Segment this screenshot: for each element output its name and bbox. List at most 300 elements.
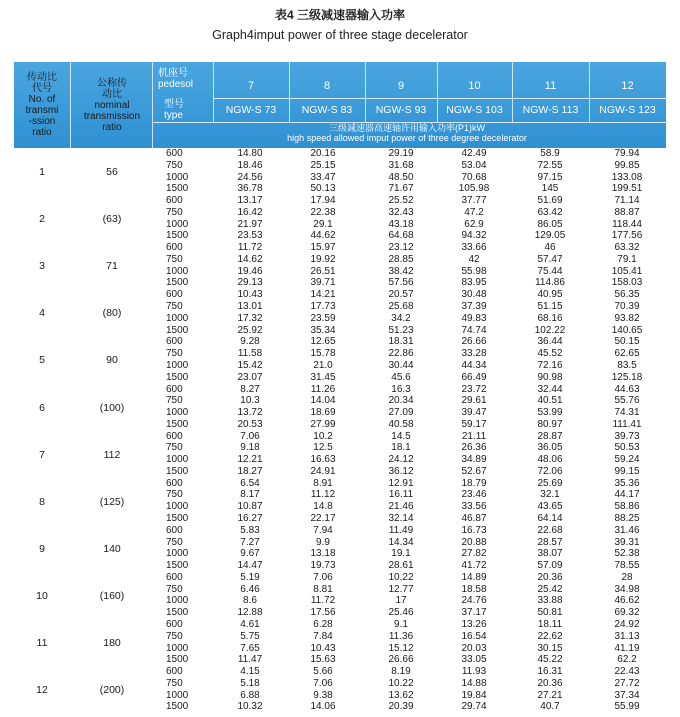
model-ngw-s-93: NGW-S 93	[375, 104, 427, 116]
power-value-cell: 33.56	[461, 501, 487, 513]
ratio-no-cell: 6	[39, 401, 45, 414]
power-value-cell: 32.44	[537, 383, 563, 395]
power-value-cell: 102.22	[534, 324, 566, 336]
power-value-cell: 32.1	[540, 489, 560, 501]
power-value-cell: 83.5	[617, 359, 637, 371]
power-value-cell: 18.11	[537, 619, 563, 630]
power-value-cell: 11.93	[461, 666, 487, 678]
input-speed-cell: 1000	[166, 171, 189, 183]
power-value-cell: 63.42	[537, 206, 563, 218]
power-value-cell: 9.1	[394, 619, 408, 630]
power-value-cell: 37.17	[461, 607, 487, 619]
input-speed-cell: 1000	[166, 595, 189, 607]
power-value-cell: 27.72	[614, 677, 640, 689]
power-value-cell: 18.69	[310, 407, 336, 418]
power-value-cell: 28.85	[388, 253, 414, 265]
power-value-cell: 14.04	[310, 395, 336, 407]
power-value-cell: 57.09	[537, 560, 563, 572]
power-value-cell: 55.76	[614, 395, 640, 407]
power-value-cell: 39.47	[461, 407, 487, 418]
power-value-cell: 33.88	[537, 595, 563, 607]
input-speed-cell: 750	[166, 159, 183, 171]
power-value-cell: 11.47	[237, 654, 263, 666]
power-value-cell: 13.17	[237, 195, 263, 207]
power-value-cell: 28	[621, 571, 633, 583]
power-value-cell: 111.41	[612, 418, 642, 430]
power-value-cell: 58.9	[540, 148, 560, 159]
power-value-cell: 99.15	[614, 465, 640, 477]
power-value-cell: 43.65	[537, 501, 563, 513]
power-value-cell: 93.82	[614, 312, 640, 324]
power-value-cell: 22.68	[537, 524, 563, 536]
table-row-group	[14, 572, 666, 619]
nominal-ratio-cell: 71	[106, 260, 118, 273]
power-value-cell: 55.99	[614, 701, 640, 713]
power-value-cell: 16.31	[537, 666, 563, 678]
input-speed-cell: 1000	[166, 501, 189, 513]
power-value-cell: 105.98	[458, 183, 490, 195]
power-value-cell: 29.19	[388, 148, 414, 159]
input-speed-cell: 1500	[166, 277, 189, 289]
ratio-no-cell: 4	[39, 307, 45, 320]
power-value-cell: 9.18	[240, 442, 260, 454]
input-speed-cell: 600	[166, 524, 183, 536]
power-value-cell: 25.92	[237, 324, 263, 336]
power-value-cell: 34.89	[461, 454, 487, 466]
power-value-cell: 19.84	[461, 689, 487, 701]
power-value-cell: 22.43	[614, 666, 640, 678]
input-speed-cell: 1500	[166, 371, 189, 383]
power-value-cell: 20.16	[310, 148, 336, 159]
power-value-cell: 31.68	[388, 159, 414, 171]
input-speed-cell: 600	[166, 430, 183, 442]
power-value-cell: 36.78	[237, 183, 263, 195]
nominal-ratio-cell: (200)	[99, 684, 125, 697]
power-value-cell: 12.5	[313, 442, 333, 454]
input-speed-cell: 750	[166, 253, 183, 265]
power-value-cell: 44.63	[614, 383, 640, 395]
power-value-cell: 63.32	[614, 242, 640, 254]
power-value-cell: 13.18	[310, 548, 336, 560]
power-value-cell: 46.87	[461, 512, 487, 524]
ratio-no-cell: 1	[39, 166, 45, 178]
nominal-ratio-cell: 90	[106, 354, 118, 367]
power-value-cell: 39.73	[614, 430, 640, 442]
power-value-cell: 79.94	[614, 148, 640, 159]
power-value-cell: 16.11	[388, 489, 414, 501]
model-ngw-s-73: NGW-S 73	[225, 104, 277, 116]
power-value-cell: 22.38	[310, 206, 336, 218]
power-value-cell: 44.62	[310, 230, 336, 242]
power-value-cell: 18.1	[391, 442, 411, 454]
power-value-cell: 22.17	[310, 512, 336, 524]
power-value-cell: 31.46	[614, 524, 640, 536]
table-row-group	[14, 148, 666, 195]
power-value-cell: 27.09	[388, 407, 414, 418]
power-value-cell: 30.44	[388, 359, 414, 371]
power-value-cell: 25.68	[388, 301, 414, 313]
power-value-cell: 12.91	[388, 477, 414, 489]
input-speed-cell: 750	[166, 348, 183, 360]
input-speed-cell: 1500	[166, 607, 189, 619]
header-pedesol: 机座号 pedesol	[158, 68, 194, 90]
model-ngw-s-83: NGW-S 83	[301, 104, 353, 116]
pedestal-code-7: 7	[247, 80, 255, 92]
nominal-ratio-cell: 56	[106, 166, 118, 178]
power-value-cell: 27.82	[461, 548, 487, 560]
power-value-cell: 125.18	[611, 371, 643, 383]
power-value-cell: 40.7	[540, 701, 560, 713]
power-value-cell: 12.77	[388, 583, 414, 595]
power-value-cell: 44.34	[461, 359, 487, 371]
ratio-no-cell: 12	[36, 684, 48, 697]
power-value-cell: 40.51	[537, 395, 563, 407]
power-value-cell: 7.06	[240, 430, 260, 442]
power-value-cell: 57.56	[388, 277, 414, 289]
power-value-cell: 9.67	[240, 548, 260, 560]
power-value-cell: 14.5	[391, 430, 411, 442]
input-speed-cell: 750	[166, 442, 183, 454]
power-value-cell: 199.51	[611, 183, 643, 195]
power-value-cell: 6.88	[240, 689, 260, 701]
power-value-cell: 72.06	[537, 465, 563, 477]
input-speed-cell: 1500	[166, 701, 189, 713]
power-value-cell: 30.15	[537, 642, 563, 654]
power-value-cell: 29.1	[313, 218, 333, 230]
table-row-group	[14, 525, 666, 572]
power-value-cell: 35.36	[614, 477, 640, 489]
power-value-cell: 36.12	[388, 465, 414, 477]
power-value-cell: 49.83	[461, 312, 487, 324]
input-speed-cell: 1500	[166, 654, 189, 666]
power-value-cell: 25.69	[537, 477, 563, 489]
table-row-group	[14, 195, 666, 242]
power-value-cell: 145	[541, 183, 559, 195]
power-value-cell: 22.62	[537, 630, 563, 642]
power-value-cell: 23.53	[237, 230, 263, 242]
ratio-no-cell: 8	[39, 495, 45, 508]
power-value-cell: 21.46	[388, 501, 414, 513]
model-ngw-s-123: NGW-S 123	[599, 104, 656, 116]
input-speed-cell: 1500	[166, 418, 189, 430]
input-speed-cell: 600	[166, 666, 183, 678]
nominal-ratio-cell: (100)	[99, 401, 125, 414]
power-value-cell: 7.06	[313, 571, 333, 583]
input-speed-cell: 750	[166, 489, 183, 501]
power-value-cell: 38.42	[388, 265, 414, 277]
power-value-cell: 71.14	[614, 195, 640, 207]
input-speed-cell: 750	[166, 301, 183, 313]
power-value-cell: 44.17	[614, 489, 640, 501]
power-value-cell: 6.28	[313, 619, 333, 630]
power-value-cell: 42	[468, 253, 480, 265]
power-value-cell: 36.05	[537, 442, 563, 454]
input-speed-cell: 600	[166, 619, 183, 630]
power-value-cell: 129.05	[534, 230, 566, 242]
power-value-cell: 24.56	[237, 171, 263, 183]
pedestal-code-10: 10	[468, 80, 481, 92]
nominal-ratio-cell: (80)	[102, 307, 122, 320]
power-value-cell: 31.13	[614, 630, 640, 642]
power-value-cell: 12.21	[237, 454, 263, 466]
power-value-cell: 17	[395, 595, 407, 607]
power-value-cell: 70.68	[461, 171, 487, 183]
input-speed-cell: 600	[166, 242, 183, 254]
power-value-cell: 34.2	[391, 312, 411, 324]
power-value-cell: 50.81	[537, 607, 563, 619]
power-value-cell: 7.65	[240, 642, 260, 654]
power-value-cell: 16.54	[461, 630, 487, 642]
power-value-cell: 25.46	[388, 607, 414, 619]
power-value-cell: 74.74	[461, 324, 487, 336]
power-value-cell: 78.55	[614, 560, 640, 572]
header-ratio-no: 传动比 代号 No. of transmi -ssion ratio	[25, 72, 59, 138]
power-value-cell: 5.19	[240, 571, 260, 583]
power-value-cell: 11.72	[237, 242, 263, 254]
power-value-cell: 64.68	[388, 230, 414, 242]
ratio-no-cell: 9	[39, 542, 45, 555]
power-value-cell: 18.27	[237, 465, 263, 477]
power-value-cell: 53.99	[537, 407, 563, 418]
power-value-cell: 16.42	[237, 206, 263, 218]
input-speed-cell: 600	[166, 148, 183, 159]
input-speed-cell: 600	[166, 289, 183, 301]
power-value-cell: 20.36	[537, 677, 563, 689]
power-value-cell: 48.06	[537, 454, 563, 466]
ratio-no-cell: 5	[39, 354, 45, 367]
power-value-cell: 59.24	[614, 454, 640, 466]
power-value-cell: 69.32	[614, 607, 640, 619]
power-value-cell: 47.2	[464, 206, 484, 218]
power-value-cell: 24.92	[614, 619, 640, 630]
input-speed-cell: 1000	[166, 218, 189, 230]
power-value-cell: 99.85	[614, 159, 640, 171]
power-value-cell: 41.72	[461, 560, 487, 572]
power-value-cell: 16.63	[310, 454, 336, 466]
power-value-cell: 39.31	[614, 536, 640, 548]
input-speed-cell: 750	[166, 583, 183, 595]
power-value-cell: 9.28	[240, 336, 260, 348]
power-value-cell: 20.34	[388, 395, 414, 407]
power-value-cell: 20.53	[237, 418, 263, 430]
power-value-cell: 33.05	[461, 654, 487, 666]
power-value-cell: 71.67	[388, 183, 414, 195]
power-value-cell: 8.6	[243, 595, 257, 607]
power-value-cell: 14.06	[310, 701, 336, 713]
power-value-cell: 118.44	[612, 218, 642, 230]
power-value-cell: 80.97	[537, 418, 563, 430]
power-value-cell: 48.50	[388, 171, 414, 183]
power-value-cell: 11.58	[237, 348, 263, 360]
power-value-cell: 25.52	[388, 195, 414, 207]
input-speed-cell: 1000	[166, 265, 189, 277]
table-row-group	[14, 478, 666, 525]
table-row-group	[14, 384, 666, 431]
pedestal-code-12: 12	[621, 80, 634, 92]
power-value-cell: 37.34	[614, 689, 640, 701]
power-value-cell: 68.16	[537, 312, 563, 324]
power-value-cell: 12.88	[237, 607, 263, 619]
input-speed-cell: 1000	[166, 548, 189, 560]
ratio-no-cell: 3	[39, 260, 45, 273]
power-value-cell: 19.46	[237, 265, 263, 277]
power-value-cell: 21.0	[313, 359, 333, 371]
power-value-cell: 19.73	[310, 560, 336, 572]
power-value-cell: 23.59	[310, 312, 336, 324]
power-value-cell: 15.42	[237, 359, 263, 371]
power-value-cell: 32.14	[388, 512, 414, 524]
power-value-cell: 75.44	[537, 265, 563, 277]
power-value-cell: 33.47	[310, 171, 336, 183]
input-speed-cell: 1500	[166, 560, 189, 572]
power-value-cell: 4.15	[240, 666, 260, 678]
power-value-cell: 51.69	[537, 195, 563, 207]
power-value-cell: 13.26	[461, 619, 487, 630]
power-value-cell: 11.49	[388, 524, 414, 536]
power-value-cell: 11.26	[310, 383, 336, 395]
ratio-no-cell: 11	[36, 637, 48, 649]
model-ngw-s-103: NGW-S 103	[446, 104, 503, 116]
table-row-group	[14, 619, 666, 666]
power-value-cell: 50.13	[310, 183, 336, 195]
input-speed-cell: 1500	[166, 183, 189, 195]
input-speed-cell: 750	[166, 630, 183, 642]
power-value-cell: 57.47	[537, 253, 563, 265]
power-value-cell: 50.53	[614, 442, 640, 454]
power-value-cell: 11.72	[310, 595, 336, 607]
power-value-cell: 51.15	[537, 301, 563, 313]
input-speed-cell: 1000	[166, 689, 189, 701]
table-row-group	[14, 431, 666, 478]
table-row-group	[14, 289, 666, 336]
power-value-cell: 6.54	[240, 477, 260, 489]
power-value-cell: 7.94	[313, 524, 333, 536]
power-value-cell: 79.1	[617, 253, 637, 265]
power-value-cell: 58.86	[614, 501, 640, 513]
power-value-cell: 28.87	[537, 430, 563, 442]
power-value-cell: 74.31	[614, 407, 640, 418]
input-speed-cell: 600	[166, 195, 183, 207]
power-value-cell: 21.97	[237, 218, 263, 230]
table-row-group	[14, 336, 666, 383]
input-speed-cell: 600	[166, 336, 183, 348]
pedestal-code-9: 9	[397, 80, 405, 92]
power-value-cell: 64.14	[537, 512, 563, 524]
power-value-cell: 88.87	[614, 206, 640, 218]
power-value-cell: 18.79	[461, 477, 487, 489]
power-value-cell: 90.98	[537, 371, 563, 383]
power-value-cell: 20.36	[537, 571, 563, 583]
power-value-cell: 19.92	[310, 253, 336, 265]
input-speed-cell: 750	[166, 395, 183, 407]
power-value-cell: 62.9	[464, 218, 484, 230]
nominal-ratio-cell: 140	[103, 542, 121, 555]
power-value-cell: 20.57	[388, 289, 414, 301]
power-value-cell: 70.39	[614, 301, 640, 313]
power-value-cell: 12.65	[310, 336, 336, 348]
nominal-ratio-cell: (125)	[99, 495, 125, 508]
power-value-cell: 33.66	[461, 242, 487, 254]
power-value-cell: 13.72	[237, 407, 263, 418]
power-value-cell: 10.22	[388, 677, 414, 689]
ratio-no-cell: 2	[39, 213, 45, 226]
power-value-cell: 21.11	[461, 430, 487, 442]
power-value-cell: 4.61	[240, 619, 260, 630]
power-value-cell: 14.8	[313, 501, 333, 513]
power-value-cell: 88.25	[614, 512, 640, 524]
pedestal-code-11: 11	[544, 80, 557, 92]
power-value-cell: 10.32	[237, 701, 263, 713]
power-value-cell: 34.98	[614, 583, 640, 595]
power-value-cell: 25.42	[537, 583, 563, 595]
power-value-cell: 35.34	[310, 324, 336, 336]
power-value-cell: 20.39	[388, 701, 414, 713]
power-value-cell: 114.86	[535, 277, 565, 289]
power-value-cell: 26.66	[388, 654, 414, 666]
power-value-cell: 22.86	[388, 348, 414, 360]
power-value-cell: 8.19	[391, 666, 411, 678]
power-value-cell: 15.78	[310, 348, 336, 360]
input-speed-cell: 1500	[166, 324, 189, 336]
power-value-cell: 5.83	[240, 524, 260, 536]
power-value-cell: 23.07	[237, 371, 263, 383]
ratio-no-cell: 7	[39, 448, 45, 461]
input-speed-cell: 1000	[166, 454, 189, 466]
power-value-cell: 52.38	[614, 548, 640, 560]
power-subheader: 三级减速器高速轴许用输入功率(P1)kW high speed allowed imput power of three degree decelerator	[287, 123, 527, 143]
power-value-cell: 36.44	[537, 336, 563, 348]
power-value-cell: 14.80	[237, 148, 263, 159]
table-row-group	[14, 242, 666, 289]
power-value-cell: 9.9	[316, 536, 330, 548]
header-type: 型号 type	[164, 99, 184, 121]
input-speed-cell: 600	[166, 477, 183, 489]
power-value-cell: 37.39	[461, 301, 487, 313]
model-ngw-s-113: NGW-S 113	[522, 104, 579, 116]
power-value-cell: 133.08	[611, 171, 643, 183]
power-value-cell: 8.91	[313, 477, 333, 489]
power-value-cell: 45.22	[537, 654, 563, 666]
input-speed-cell: 750	[166, 536, 183, 548]
power-value-cell: 23.72	[461, 383, 487, 395]
power-value-cell: 33.28	[461, 348, 487, 360]
ratio-no-cell: 10	[36, 589, 48, 602]
power-value-cell: 14.88	[461, 677, 487, 689]
power-value-cell: 7.27	[240, 536, 260, 548]
power-value-cell: 17.94	[310, 195, 336, 207]
nominal-ratio-cell: 112	[103, 448, 121, 461]
power-value-cell: 17.56	[310, 607, 336, 619]
power-value-cell: 27.99	[310, 418, 336, 430]
power-value-cell: 24.12	[388, 454, 414, 466]
power-value-cell: 86.05	[537, 218, 563, 230]
power-value-cell: 9.38	[313, 689, 333, 701]
nominal-ratio-cell: 180	[103, 637, 121, 649]
power-value-cell: 16.3	[391, 383, 411, 395]
power-value-cell: 97.15	[537, 171, 563, 183]
power-value-cell: 51.23	[388, 324, 414, 336]
input-speed-cell: 1500	[166, 512, 189, 524]
header-nominal-ratio: 公称传 动比 nominal transmission ratio	[83, 77, 141, 133]
power-value-cell: 53.04	[461, 159, 487, 171]
input-speed-cell: 600	[166, 571, 183, 583]
power-value-cell: 14.34	[388, 536, 414, 548]
power-value-cell: 62.2	[617, 654, 637, 666]
power-value-cell: 10.43	[237, 289, 263, 301]
nominal-ratio-cell: (160)	[99, 589, 125, 602]
input-speed-cell: 750	[166, 206, 183, 218]
input-speed-cell: 1000	[166, 407, 189, 418]
